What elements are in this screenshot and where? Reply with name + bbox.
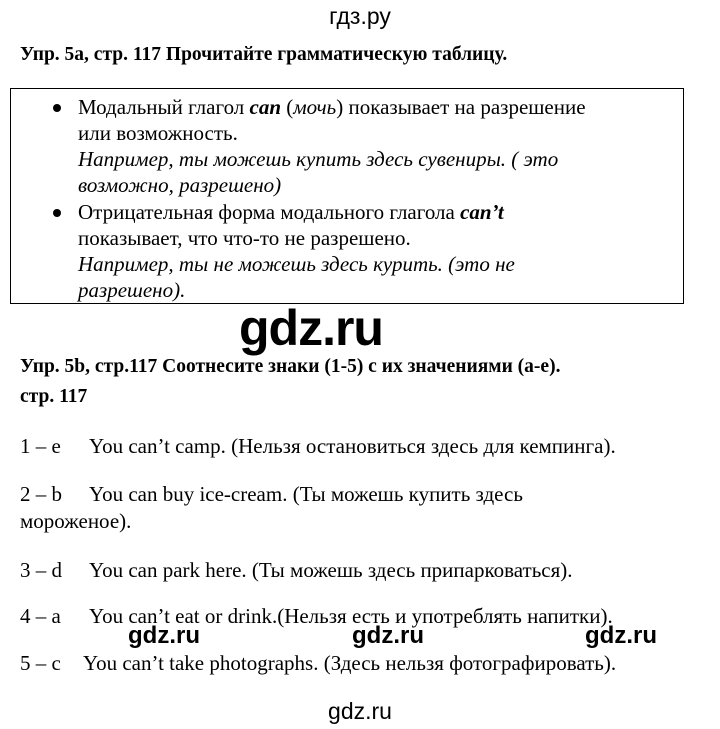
- bullet-marker: [53, 104, 61, 112]
- bullet-2-line-1: [78, 199, 504, 225]
- bullet-2-example-2: разрешено).: [78, 278, 186, 302]
- answer-text: You can’t camp. (Нельзя остановиться здесь для кемпинга).: [89, 434, 616, 458]
- answer-num: 1 – e: [20, 434, 61, 458]
- answer-num: 2 – b: [20, 482, 62, 506]
- keyword-can: can: [249, 95, 282, 119]
- answer-text: You can’t eat or drink.(Нельзя есть и употреблять напитки).: [89, 604, 613, 628]
- answer-text-continued: мороженое).: [20, 509, 132, 533]
- answer-num: 5 – c: [20, 651, 61, 675]
- watermark-small: gdz.ru: [352, 622, 424, 649]
- answer-num: 3 – d: [20, 558, 62, 582]
- bullet-1-pre: Модальный глагол: [78, 95, 250, 119]
- answer-text: You can buy ice-cream. (Ты можешь купить здесь: [89, 482, 523, 506]
- exercise-5a-heading: Упр. 5а, стр. 117 Прочитайте грамматическую таблицу.: [20, 44, 508, 65]
- watermark-bottom: gdz.ru: [328, 698, 392, 724]
- keyword-cant: can’t: [460, 200, 504, 224]
- answer-text: You can’t take photographs. (Здесь нельзя фотографировать).: [83, 651, 617, 675]
- answer-text: You can park here. (Ты можешь здесь припарковаться).: [89, 558, 573, 582]
- bullet-1-example-1: Например, ты можешь купить здесь сувениры. ( это: [78, 147, 559, 171]
- bullet-2-example-1: Например, ты не можешь здесь курить. (это не: [78, 252, 515, 276]
- answer-num: 4 – a: [20, 604, 61, 628]
- exercise-5b-heading-line-1: Упр. 5b, стр.117 Соотнесите знаки (1-5) с их значениями (a-e).: [20, 356, 561, 377]
- translation-moch: мочь: [293, 95, 337, 119]
- bullet-2-pre: Отрицательная форма модального глагола: [78, 200, 461, 224]
- bullet-marker: [53, 209, 61, 217]
- exercise-5b-heading-line-2: стр. 117: [20, 386, 88, 407]
- watermark-small: gdz.ru: [128, 622, 200, 649]
- bullet-1-mid: (: [281, 95, 294, 119]
- bullet-1-example-2: возможно, разрешено): [78, 173, 282, 197]
- bullet-2-line-2: показывает, что что-то не разрешено.: [78, 226, 411, 250]
- watermark-big: gdz.ru: [239, 300, 383, 356]
- watermark-top: гдз.ру: [329, 3, 391, 29]
- watermark-small: gdz.ru: [585, 622, 657, 649]
- bullet-1-line-2: или возможность.: [78, 121, 238, 145]
- bullet-1-line-1: [78, 94, 586, 120]
- bullet-1-post: ) показывает на разрешение: [336, 95, 586, 119]
